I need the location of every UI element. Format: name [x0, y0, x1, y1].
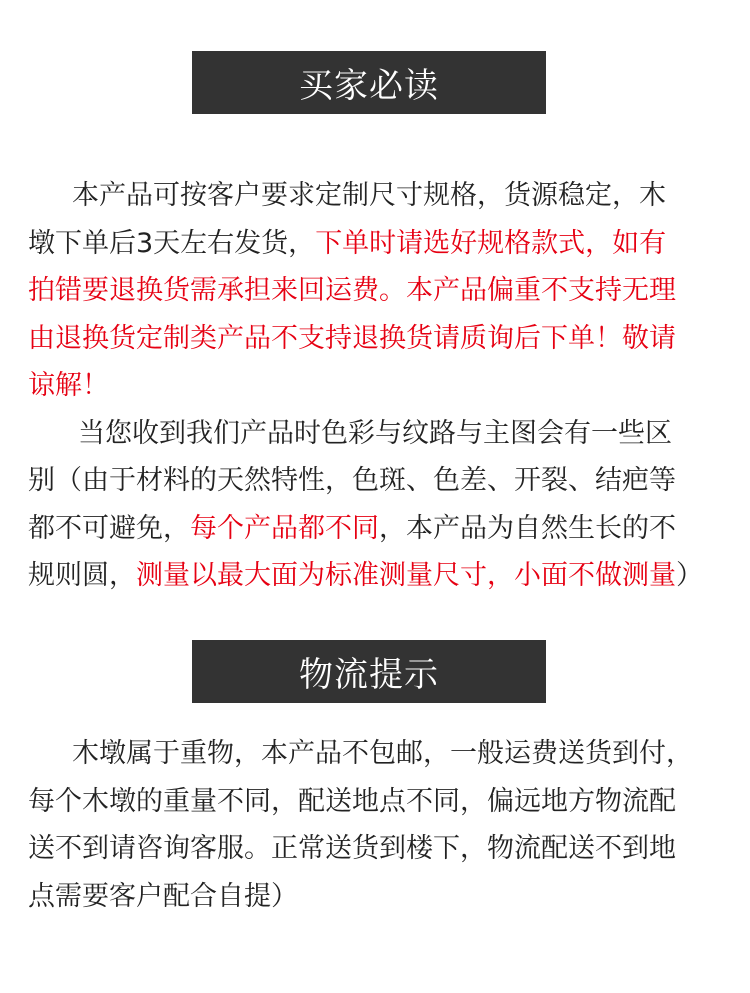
- logistics-title: 物流提示: [299, 655, 439, 695]
- logistics-line: 木墩属于重物，本产品不包邮，一般运费送货到付，: [72, 738, 693, 769]
- notice-highlight: 每个产品都不同: [190, 512, 379, 544]
- notice-text: ，本产品为自然生长的不: [379, 512, 676, 544]
- buyer-notice-body: [28, 172, 728, 600]
- notice-line: [28, 220, 728, 268]
- notice-line: 别（由于材料的天然特性，色斑、色差、开裂、结疤等: [28, 465, 676, 496]
- logistics-body: [28, 730, 728, 920]
- logistics-header: [192, 640, 546, 703]
- notice-line: 当您收到我们产品时色彩与纹路与主图会有一些区: [78, 417, 672, 449]
- buyer-notice-title: 买家必读: [299, 66, 439, 106]
- notice-line-highlight: 由退换货定制类产品不支持退换货请质询后下单！敬请: [28, 322, 676, 354]
- notice-text: 墩下单后3天左右发货，: [28, 227, 316, 259]
- notice-line: 本产品可按客户要求定制尺寸规格，货源稳定，木: [72, 180, 666, 211]
- logistics-line: 送不到请咨询客服。正常送货到楼下，物流配送不到地: [28, 833, 676, 864]
- notice-text: ）: [676, 560, 703, 591]
- logistics-line: 点需要客户配合自提）: [28, 880, 298, 912]
- notice-line: [28, 552, 728, 600]
- buyer-notice-header: [192, 51, 546, 114]
- logistics-line: 每个木墩的重量不同，配送地点不同，偏远地方物流配: [28, 785, 676, 817]
- notice-highlight: 下单时请选好规格款式，如有: [315, 227, 667, 259]
- notice-text: 规则圆，: [28, 560, 136, 591]
- notice-line-highlight: 拍错要退换货需承担来回运费。本产品偏重不支持无理: [28, 275, 676, 306]
- notice-highlight: 测量以最大面为标准测量尺寸，小面不做测量: [136, 560, 676, 591]
- notice-line-highlight: 谅解！: [28, 370, 109, 401]
- notice-line: [28, 505, 728, 553]
- notice-text: 都不可避免，: [28, 512, 190, 544]
